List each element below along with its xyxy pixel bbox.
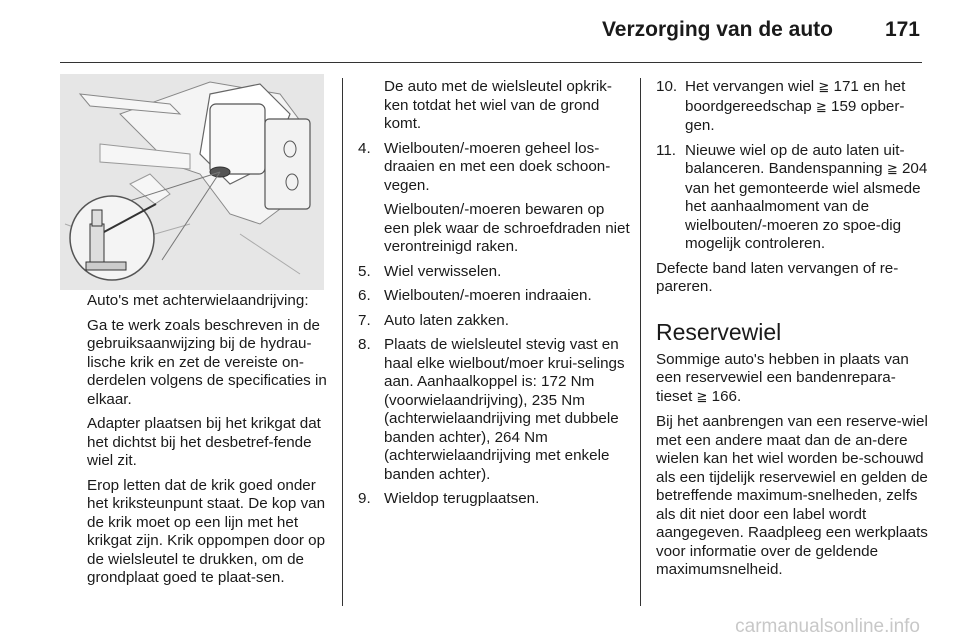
page-reference-arrow-icon: ≧ <box>696 389 708 405</box>
column-3 <box>656 78 928 586</box>
paragraph: Erop letten dat de krik goed onder het kriksteunpunt staat. De kop van de krik moet op een lijn met het krikgat zijn. Krik oppompen door op de wielsleutel te drukken, om de grondplaat goed te plaat-sen. <box>87 476 326 586</box>
list-item <box>358 336 630 484</box>
list-number: 9. <box>358 490 371 507</box>
watermark: carmanualsonline.info <box>735 616 920 637</box>
step-continuation: De auto met de wielsleutel opkrik-ken totdat het wiel van de grond komt. <box>384 78 612 132</box>
list-text: 204 van het gemonteerde wiel alsmede het aanhaalmoment van de wielbouten/-moeren zo spoe-dig mogelijk controleren. <box>685 160 928 252</box>
list-item <box>358 263 630 282</box>
paragraph: Ga te werk zoals beschreven in de gebruiksaanwijzing bij de hydrau-lische krik en zet de vereiste on-derdelen volgens de specificaties in elkaar. <box>87 316 327 408</box>
paragraph-text: 166. <box>707 387 742 405</box>
column-1 <box>87 292 327 594</box>
list-text: Plaats de wielsleutel stevig vast en haal elke wielbout/moer krui-selings aan. Aanhaalkoppel is: 172 Nm (voorwielaandrijving), 235 Nm (achterwielaandrijving met dubbele banden achter), 264 Nm (achterwielaandrijving met enkele banden achter). <box>384 336 625 483</box>
paragraph: Bij het aanbrengen van een reserve-wiel met een andere maat dan de an-dere wielen kan het wiel worden be-schouwd als een tijdelijk reservewiel en gelden de betreffende maximum-snelheden, zelfs als dit niet door een label wordt aangegeven. Raadpleeg een werkplaats voor informatie over de geldende maximumsnelheid. <box>656 413 928 578</box>
page-reference-arrow-icon: ≧ <box>815 99 827 115</box>
section-heading-reservewiel: Reservewiel <box>656 318 782 345</box>
defect-note: Defecte band laten vervangen of re-pareren. <box>656 259 899 295</box>
list-number: 7. <box>358 311 371 329</box>
page-number: 171 <box>884 18 920 41</box>
list-text: Wieldop terugplaatsen. <box>384 490 540 507</box>
list-text: 171 en het boordgereedschap <box>685 78 906 115</box>
list-item <box>656 142 928 254</box>
list-text: Auto laten zakken. <box>384 311 509 329</box>
car-jack-illustration <box>60 74 324 290</box>
list-item <box>358 287 630 306</box>
header-rule <box>60 62 922 63</box>
paragraph-text: Sommige auto's hebben in plaats van een reservewiel een bandenrepara-tieset <box>656 350 909 405</box>
column-divider-2 <box>640 78 641 606</box>
list-text: Het vervangen wiel <box>685 78 819 95</box>
list-text: Wiel verwisselen. <box>384 262 502 280</box>
list-text: Wielbouten/-moeren geheel los-draaien en met een doek schoon-vegen. <box>384 139 611 194</box>
paragraph <box>656 351 928 408</box>
list-item <box>358 312 630 331</box>
list-number: 11. <box>656 141 676 159</box>
list-number: 5. <box>358 262 371 280</box>
list-number: 10. <box>656 78 678 95</box>
list-number: 6. <box>358 287 371 304</box>
subheading-rear-wheel-drive: Auto's met achterwielaandrijving: <box>87 292 309 309</box>
list-subtext: Wielbouten/-moeren bewaren op een plek waar de schroefdraden niet verontreinigd raken. <box>384 201 630 255</box>
list-item <box>358 140 630 196</box>
page-title: Verzorging van de auto <box>601 18 833 41</box>
list-number: 4. <box>358 139 371 157</box>
list-number: 8. <box>358 336 371 353</box>
list-text: Wielbouten/-moeren indraaien. <box>384 287 592 304</box>
list-text: Nieuwe wiel op de auto laten uit-balanceren. Bandenspanning <box>685 141 905 177</box>
page-reference-arrow-icon: ≧ <box>886 162 898 177</box>
page-reference-arrow-icon: ≧ <box>818 80 830 95</box>
paragraph: Adapter plaatsen bij het krikgat dat het dichtst bij het desbetref-fende wiel zit. <box>87 415 321 469</box>
list-text: 159 opber-gen. <box>685 97 905 134</box>
column-divider-1 <box>342 78 343 606</box>
list-item <box>656 78 928 136</box>
column-2 <box>358 78 630 515</box>
list-item <box>358 490 630 509</box>
